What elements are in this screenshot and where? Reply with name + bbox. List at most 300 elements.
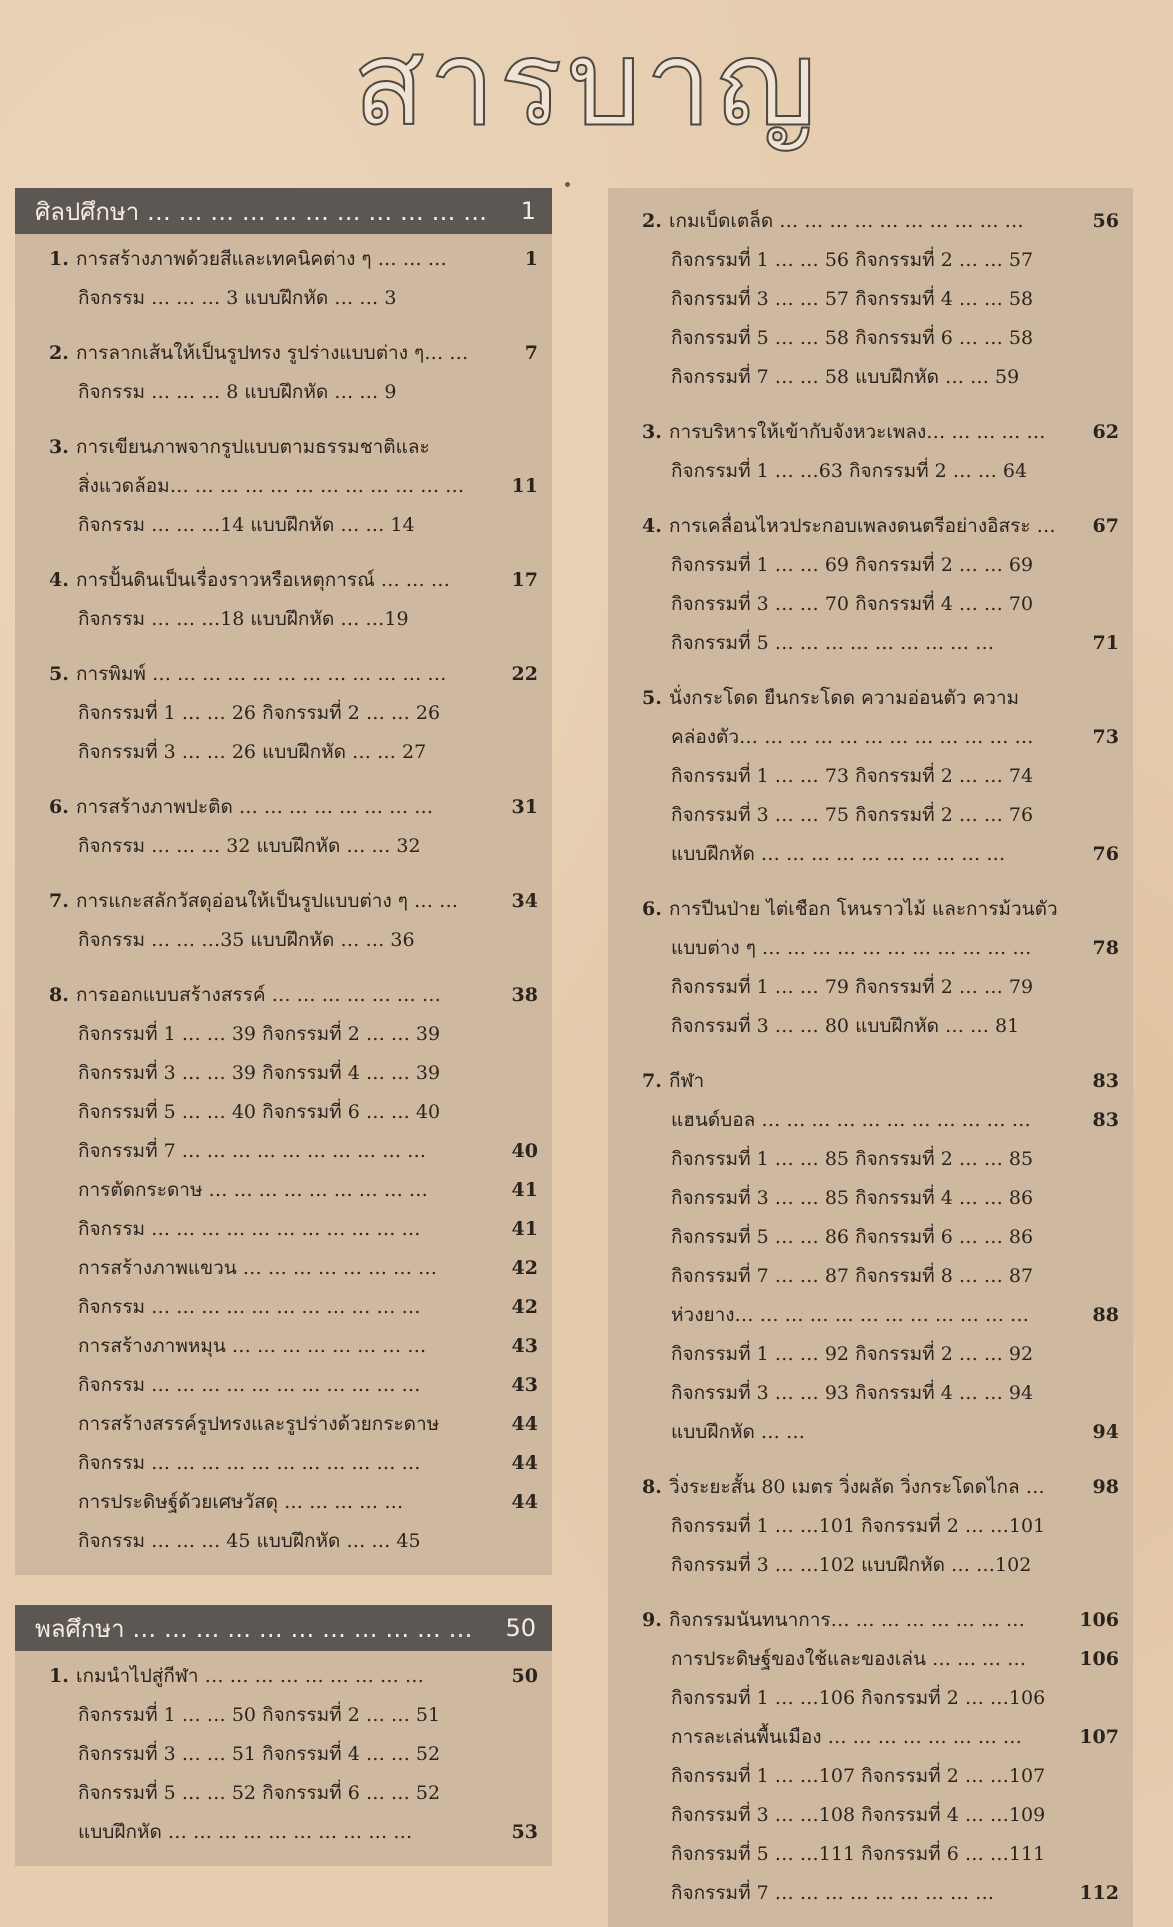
toc-entry-sub-row [15, 1288, 552, 1327]
toc-entry-page: 107 [1079, 1726, 1119, 1748]
left-column [15, 188, 552, 1866]
section-heading-page: 1 [520, 197, 536, 225]
toc-entry-text: กิจกรรม … … … … … … … … … … … [78, 1452, 421, 1474]
toc-entry-number [15, 1093, 76, 1132]
toc-entry-page: 7 [524, 342, 538, 364]
toc-entry-number: 2. [49, 342, 69, 364]
toc-entry-text: การสร้างภาพด้วยสีและเทคนิคต่าง ๆ … … … [76, 248, 447, 270]
toc-entry-number [15, 373, 76, 412]
toc-entry-sub-row [15, 694, 552, 733]
toc-entry-title-row [15, 655, 552, 694]
toc-entry [15, 1657, 552, 1852]
toc-entry [608, 890, 1133, 1046]
toc-entry-text: แบบฝึกหัด … … [671, 1421, 805, 1443]
toc-entry-page: 38 [511, 984, 538, 1006]
toc-entry-number: 6. [49, 796, 69, 818]
toc-entry-number [608, 319, 669, 358]
toc-entry-text: กิจกรรมที่ 3 … … 85 กิจกรรมที่ 4 … … 86 [671, 1187, 1034, 1209]
toc-entry-sub-row [608, 757, 1133, 796]
toc-entry-number: 1. [49, 248, 69, 270]
toc-entry-text: การปั้นดินเป็นเรื่องราวหรือเหตุการณ์ … … … [76, 569, 450, 591]
toc-entry-text: กิจกรรม … … … 8 แบบฝึกหัด … … 9 [78, 381, 397, 403]
toc-entry-page [1059, 1257, 1133, 1296]
toc-entry-number [608, 835, 669, 874]
toc-entry-text: กิจกรรม … … … … … … … … … … … [78, 1296, 421, 1318]
toc-entry-text: กิจกรรมที่ 1 … … 39 กิจกรรมที่ 2 … … 39 [78, 1023, 441, 1045]
toc-entry-number [608, 1218, 669, 1257]
toc-entry-page [478, 1696, 552, 1735]
toc-entry-page: 34 [511, 890, 538, 912]
toc-entry-number: 7. [642, 1070, 662, 1092]
toc-entry-number: 4. [49, 569, 69, 591]
toc-entry [15, 655, 552, 772]
toc-entry-text: นั่งกระโดด ยืนกระโดด ความอ่อนตัว ความ [669, 687, 1020, 709]
section-art [15, 188, 552, 1575]
toc-entry-number [15, 1522, 76, 1561]
toc-entry-text: กิจกรรมที่ 5 … … 52 กิจกรรมที่ 6 … … 52 [78, 1782, 441, 1804]
toc-entry-sub-row [15, 827, 552, 866]
toc-entry-sub-row [15, 373, 552, 412]
toc-entry-page: 83 [1092, 1109, 1119, 1131]
toc-entry-page: 76 [1092, 843, 1119, 865]
toc-entry [608, 679, 1133, 874]
toc-entry-text: การปีนป่าย ไต่เชือก โหนราวไม้ และการม้วนตัว [669, 898, 1058, 920]
toc-entry-page: 98 [1092, 1476, 1119, 1498]
toc-entry-title-row [15, 334, 552, 373]
toc-entry-text: กิจกรรม … … …18 แบบฝึกหัด … …19 [78, 608, 409, 630]
toc-entry-number: 3. [49, 436, 69, 458]
toc-entry-page: 94 [1092, 1421, 1119, 1443]
toc-entry-page [478, 1774, 552, 1813]
toc-entry-sub-row [608, 1874, 1133, 1913]
toc-entry-number [608, 358, 669, 397]
toc-entry-sub-row [608, 968, 1133, 1007]
toc-entry-text: กิจกรรมที่ 3 … … 80 แบบฝึกหัด … … 81 [671, 1015, 1020, 1037]
toc-entry-page [1059, 241, 1133, 280]
toc-entry-title-row [608, 1062, 1133, 1101]
toc-entry-page [1059, 1218, 1133, 1257]
toc-entry-page [478, 694, 552, 733]
toc-entry-page [1059, 679, 1133, 718]
toc-entry-text: การเคลื่อนไหวประกอบเพลงดนตรีอย่างอิสระ … [669, 515, 1056, 537]
toc-entry-number [608, 452, 669, 491]
toc-entry-number [15, 1249, 76, 1288]
toc-entry-sub-row [608, 1835, 1133, 1874]
toc-entry-page [478, 1522, 552, 1561]
toc-entry [608, 1062, 1133, 1452]
toc-entry-number [608, 241, 669, 280]
toc-entry-text: กิจกรรมนันทนาการ… … … … … … … … [669, 1609, 1025, 1631]
toc-entry-page [1059, 280, 1133, 319]
toc-entry-sub-row [608, 1413, 1133, 1452]
toc-entry-page: 53 [511, 1821, 538, 1843]
toc-entry-text: ห่วงยาง… … … … … … … … … … … … [671, 1304, 1029, 1326]
toc-entry-sub-row [15, 279, 552, 318]
toc-entry-text: การสร้างภาพแขวน … … … … … … … … [78, 1257, 438, 1279]
toc-entry-text: กิจกรรม … … …14 แบบฝึกหัด … … 14 [78, 514, 415, 536]
toc-entry-number: 2. [642, 210, 662, 232]
toc-entry-sub-row [608, 1140, 1133, 1179]
toc-entry-page [1059, 1507, 1133, 1546]
toc-entry-text: การพิมพ์ … … … … … … … … … … … … [76, 663, 447, 685]
toc-entry-text: กิจกรรม … … … 3 แบบฝึกหัด … … 3 [78, 287, 397, 309]
toc-entry-sub-row [15, 921, 552, 960]
toc-entry-text: กิจกรรมที่ 3 … … 93 กิจกรรมที่ 4 … … 94 [671, 1382, 1034, 1404]
toc-entry-page: 22 [511, 663, 538, 685]
toc-entry-number [608, 968, 669, 1007]
toc-entry-text: กิจกรรมที่ 3 … … 26 แบบฝึกหัด … … 27 [78, 741, 427, 763]
toc-entry-text: กิจกรรมที่ 1 … … 26 กิจกรรมที่ 2 … … 26 [78, 702, 441, 724]
toc-entry-sub-row [608, 546, 1133, 585]
section-pe-continued-entries [608, 188, 1133, 1927]
toc-entry-text: การสร้างภาพหมุน … … … … … … … … [78, 1335, 427, 1357]
toc-entry-page [478, 921, 552, 960]
toc-entry-page: 31 [511, 796, 538, 818]
toc-entry-number: 5. [642, 687, 662, 709]
toc-entry [15, 561, 552, 639]
toc-entry-text: กิจกรรมที่ 1 … …101 กิจกรรมที่ 2 … …101 [671, 1515, 1046, 1537]
toc-entry-page: 67 [1092, 515, 1119, 537]
toc-entry-sub-row [15, 1366, 552, 1405]
toc-entry-text: กีฬา [669, 1070, 705, 1092]
toc-entry-page: 62 [1092, 421, 1119, 443]
toc-entry-page [1059, 1007, 1133, 1046]
section-pe [15, 1605, 552, 1866]
toc-entry-page [478, 733, 552, 772]
toc-entry-sub-row [608, 718, 1133, 757]
toc-entry-page [478, 1735, 552, 1774]
toc-entry-sub-row [15, 1522, 552, 1561]
toc-entry-number [608, 624, 669, 663]
toc-entry [15, 882, 552, 960]
toc-entry-number [15, 1696, 76, 1735]
toc-entry-title-row [608, 202, 1133, 241]
toc-entry-text: การเขียนภาพจากรูปแบบตามธรรมชาติและ [76, 436, 430, 458]
toc-entry-sub-row [608, 624, 1133, 663]
toc-entry-page: 41 [511, 1179, 538, 1201]
toc-entry-page: 42 [511, 1296, 538, 1318]
toc-entry-number [608, 1374, 669, 1413]
toc-entry-number [608, 929, 669, 968]
toc-entry-page: 112 [1079, 1882, 1119, 1904]
toc-entry-sub-row [608, 319, 1133, 358]
toc-entry-text: แบบต่าง ๆ … … … … … … … … … … … [671, 937, 1032, 959]
toc-entry-title-row [608, 1468, 1133, 1507]
toc-entry-text: การตัดกระดาษ … … … … … … … … … [78, 1179, 428, 1201]
toc-entry-number [608, 1757, 669, 1796]
toc-entry-sub-row [608, 835, 1133, 874]
toc-entry-sub-row [15, 1405, 552, 1444]
page-title: สารบาญ [352, 14, 821, 152]
toc-entry-sub-row [608, 929, 1133, 968]
section-heading-text: ศิลปศึกษา … … … … … … … … … … … [35, 197, 488, 226]
toc-entry-text: กิจกรรมที่ 1 … …63 กิจกรรมที่ 2 … … 64 [671, 460, 1028, 482]
toc-entry-sub-row [15, 733, 552, 772]
toc-entry-number [15, 1444, 76, 1483]
toc-entry-title-row [15, 882, 552, 921]
section-heading-text: พลศึกษา … … … … … … … … … … … [35, 1614, 473, 1643]
toc-entry-number [15, 1813, 76, 1852]
toc-entry-number [15, 1288, 76, 1327]
toc-entry [15, 788, 552, 866]
toc-entry-number [15, 1327, 76, 1366]
toc-entry-sub-row [15, 1483, 552, 1522]
toc-entry-text: การแกะสลักวัสดุอ่อนให้เป็นรูปแบบต่าง ๆ … … [76, 890, 459, 912]
toc-entry-number [15, 600, 76, 639]
toc-entry-text: เกมเบ็ดเตล็ด … … … … … … … … … … [669, 210, 1024, 232]
toc-entry-number [15, 1132, 76, 1171]
toc-entry [608, 1601, 1133, 1913]
toc-entry-text: การประดิษฐ์ของใช้และของเล่น … … … … [671, 1648, 1027, 1670]
toc-entry-page [1059, 1374, 1133, 1413]
toc-entry-sub-row [608, 1796, 1133, 1835]
toc-entry-page: 1 [524, 248, 538, 270]
toc-entry-text: กิจกรรม … … … … … … … … … … … [78, 1374, 421, 1396]
toc-entry-number [15, 506, 76, 545]
toc-entry-text: กิจกรรมที่ 1 … … 85 กิจกรรมที่ 2 … … 85 [671, 1148, 1034, 1170]
toc-entry-page [1059, 1679, 1133, 1718]
toc-entry-number [608, 546, 669, 585]
toc-entry-page [478, 506, 552, 545]
toc-entry-title-row [608, 1601, 1133, 1640]
toc-entry-text: กิจกรรม … … … 45 แบบฝึกหัด … … 45 [78, 1530, 421, 1552]
toc-entry-sub-row [15, 1696, 552, 1735]
toc-entry [608, 413, 1133, 491]
toc-entry-number [15, 1171, 76, 1210]
toc-entry-page: 71 [1092, 632, 1119, 654]
toc-entry-number [608, 718, 669, 757]
toc-entry-page [1059, 1757, 1133, 1796]
toc-entry [608, 202, 1133, 397]
toc-entry-text: วิ่งระยะสั้น 80 เมตร วิ่งผลัด วิ่งกระโดดไกล … [669, 1476, 1045, 1498]
toc-entry-number: 6. [642, 898, 662, 920]
toc-entry-text: กิจกรรมที่ 3 … … 57 กิจกรรมที่ 4 … … 58 [671, 288, 1034, 310]
toc-entry-number: 3. [642, 421, 662, 443]
toc-entry-text: กิจกรรม … … … … … … … … … … … [78, 1218, 421, 1240]
toc-entry-page: 43 [511, 1374, 538, 1396]
toc-entry-number [15, 467, 76, 506]
toc-entry-title-row [608, 679, 1133, 718]
toc-entry-page [478, 1015, 552, 1054]
toc-entry-number [15, 1405, 76, 1444]
toc-entry-text: กิจกรรม … … … 32 แบบฝึกหัด … … 32 [78, 835, 421, 857]
section-heading-art [15, 188, 552, 234]
toc-entry-number [608, 1546, 669, 1585]
toc-entry-text: การออกแบบสร้างสรรค์ … … … … … … … [76, 984, 441, 1006]
toc-entry-number: 8. [49, 984, 69, 1006]
toc-entry-text: กิจกรรมที่ 7 … … 87 กิจกรรมที่ 8 … … 87 [671, 1265, 1034, 1287]
toc-entry-number [15, 921, 76, 960]
toc-entry-text: กิจกรรมที่ 3 … …108 กิจกรรมที่ 4 … …109 [671, 1804, 1046, 1826]
toc-entry-page [1059, 1179, 1133, 1218]
toc-entry-text: คล่องตัว… … … … … … … … … … … … [671, 726, 1034, 748]
toc-entry-sub-row [15, 1444, 552, 1483]
toc-entry-page: 106 [1079, 1609, 1119, 1631]
toc-entry-sub-row [608, 1640, 1133, 1679]
toc-entry-number [608, 1296, 669, 1335]
toc-entry-sub-row [15, 1327, 552, 1366]
toc-entry-number [15, 1015, 76, 1054]
toc-entry-sub-row [608, 1374, 1133, 1413]
toc-entry-text: กิจกรรมที่ 1 … … 73 กิจกรรมที่ 2 … … 74 [671, 765, 1034, 787]
toc-entry-title-row [15, 788, 552, 827]
toc-entry-text: กิจกรรมที่ 1 … … 69 กิจกรรมที่ 2 … … 69 [671, 554, 1034, 576]
toc-entry-text: กิจกรรมที่ 1 … …106 กิจกรรมที่ 2 … …106 [671, 1687, 1046, 1709]
toc-entry-number [608, 1874, 669, 1913]
toc-entry-sub-row [15, 1735, 552, 1774]
toc-entry-number: 1. [49, 1665, 69, 1687]
toc-entry-number [608, 1835, 669, 1874]
toc-entry-number: 9. [642, 1609, 662, 1631]
toc-entry-sub-row [15, 467, 552, 506]
toc-entry-sub-row [608, 1718, 1133, 1757]
toc-entry-page: 78 [1092, 937, 1119, 959]
toc-entry-number [15, 1735, 76, 1774]
toc-entry-page: 43 [511, 1335, 538, 1357]
toc-entry-page [478, 1093, 552, 1132]
toc-entry-number [608, 1796, 669, 1835]
section-pe-entries [15, 1651, 552, 1866]
toc-entry-text: การประดิษฐ์ด้วยเศษวัสดุ … … … … … [78, 1491, 404, 1513]
toc-entry-sub-row [608, 796, 1133, 835]
toc-entry-page: 40 [511, 1140, 538, 1162]
toc-entry-sub-row [15, 1015, 552, 1054]
toc-entry-number [15, 1483, 76, 1522]
toc-entry-text: กิจกรรมที่ 3 … … 51 กิจกรรมที่ 4 … … 52 [78, 1743, 441, 1765]
toc-entry-sub-row [608, 1679, 1133, 1718]
toc-entry-sub-row [608, 358, 1133, 397]
toc-entry-page [1059, 890, 1133, 929]
toc-entry-sub-row [608, 1546, 1133, 1585]
toc-entry-sub-row [15, 600, 552, 639]
toc-entry-sub-row [608, 1757, 1133, 1796]
toc-entry-page [1059, 1335, 1133, 1374]
toc-entry-page: 44 [511, 1452, 538, 1474]
toc-entry-page: 42 [511, 1257, 538, 1279]
toc-entry [15, 334, 552, 412]
toc-entry-sub-row [15, 1249, 552, 1288]
toc-entry-sub-row [15, 1054, 552, 1093]
toc-entry-page [1059, 1546, 1133, 1585]
toc-entry-text: กิจกรรมที่ 5 … … 58 กิจกรรมที่ 6 … … 58 [671, 327, 1034, 349]
toc-entry-text: กิจกรรมที่ 7 … … … … … … … … … … [78, 1140, 427, 1162]
toc-entry-sub-row [15, 1093, 552, 1132]
toc-entry-text: กิจกรรมที่ 7 … … … … … … … … … [671, 1882, 995, 1904]
toc-entry-number [608, 1718, 669, 1757]
toc-entry-sub-row [15, 1171, 552, 1210]
toc-entry-number [608, 1007, 669, 1046]
toc-entry-text: การสร้างสรรค์รูปทรงและรูปร่างด้วยกระดาษ [78, 1413, 440, 1435]
toc-entry-page: 73 [1092, 726, 1119, 748]
toc-entry-page: 83 [1092, 1070, 1119, 1092]
toc-entry-sub-row [608, 1335, 1133, 1374]
toc-entry-text: กิจกรรมที่ 5 … … 86 กิจกรรมที่ 6 … … 86 [671, 1226, 1034, 1248]
toc-entry-page: 44 [511, 1413, 538, 1435]
toc-entry-text: กิจกรรมที่ 1 … … 79 กิจกรรมที่ 2 … … 79 [671, 976, 1034, 998]
toc-entry-text: กิจกรรมที่ 1 … … 92 กิจกรรมที่ 2 … … 92 [671, 1343, 1034, 1365]
toc-entry-title-row [15, 561, 552, 600]
toc-entry-sub-row [608, 1007, 1133, 1046]
section-heading-page: 50 [505, 1614, 536, 1642]
toc-entry-page [1059, 452, 1133, 491]
toc-entry-page: 41 [511, 1218, 538, 1240]
toc-entry-text: การลากเส้นให้เป็นรูปทรง รูปร่างแบบต่าง ๆ… … [76, 342, 469, 364]
toc-entry-number [15, 827, 76, 866]
toc-entry [15, 976, 552, 1561]
toc-entry-sub-row [15, 1813, 552, 1852]
toc-entry-text: กิจกรรมที่ 3 … … 75 กิจกรรมที่ 2 … … 76 [671, 804, 1034, 826]
toc-entry-text: กิจกรรมที่ 1 … …107 กิจกรรมที่ 2 … …107 [671, 1765, 1046, 1787]
toc-entry-page [1059, 1835, 1133, 1874]
toc-entry-title-row [15, 428, 552, 467]
toc-entry-sub-row [608, 1257, 1133, 1296]
toc-entry-text: แฮนด์บอล … … … … … … … … … … … [671, 1109, 1031, 1131]
toc-entry-sub-row [15, 506, 552, 545]
toc-entry-page: 11 [511, 475, 538, 497]
toc-entry-text: แบบฝึกหัด … … … … … … … … … … [671, 843, 1006, 865]
toc-entry-sub-row [15, 1132, 552, 1171]
toc-entry-page [1059, 796, 1133, 835]
toc-entry-sub-row [608, 452, 1133, 491]
toc-entry-page [478, 1054, 552, 1093]
toc-entry-sub-row [15, 1774, 552, 1813]
toc-entry-title-row [15, 976, 552, 1015]
toc-entry-page [478, 428, 552, 467]
toc-entry-number [608, 796, 669, 835]
toc-entry-number [608, 1179, 669, 1218]
toc-entry-text: สิ่งแวดล้อม… … … … … … … … … … … … [78, 475, 465, 497]
toc-entry-page [478, 373, 552, 412]
toc-entry-page: 44 [511, 1491, 538, 1513]
toc-entry-page: 88 [1092, 1304, 1119, 1326]
toc-entry-number [608, 280, 669, 319]
section-heading-pe [15, 1605, 552, 1651]
toc-entry-page [1059, 1796, 1133, 1835]
toc-entry-sub-row [608, 280, 1133, 319]
toc-entry-number [15, 1366, 76, 1405]
toc-entry-number [608, 757, 669, 796]
toc-entry-title-row [608, 507, 1133, 546]
toc-entry-title-row [608, 890, 1133, 929]
toc-entry-text: กิจกรรมที่ 5 … … … … … … … … … [671, 632, 995, 654]
toc-entry-page [1059, 319, 1133, 358]
toc-entry-number [608, 1640, 669, 1679]
toc-entry-page [1059, 546, 1133, 585]
toc-entry-text: การสร้างภาพปะติด … … … … … … … … [76, 796, 434, 818]
toc-entry-number [608, 1413, 669, 1452]
toc-entry-text: กิจกรรม … … …35 แบบฝึกหัด … … 36 [78, 929, 415, 951]
toc-entry-number [608, 1140, 669, 1179]
toc-entry-number [15, 733, 76, 772]
toc-entry-text: เกมนำไปสู่กีฬา … … … … … … … … … [76, 1665, 424, 1687]
toc-entry-text: กิจกรรมที่ 3 … … 39 กิจกรรมที่ 4 … … 39 [78, 1062, 441, 1084]
toc-entry-title-row [15, 240, 552, 279]
toc-entry-page [478, 279, 552, 318]
toc-entry-number: 7. [49, 890, 69, 912]
toc-entry-page [478, 600, 552, 639]
toc-entry-page: 106 [1079, 1648, 1119, 1670]
toc-entry-number [15, 1774, 76, 1813]
toc-entry-page: 56 [1092, 210, 1119, 232]
toc-entry-number [608, 585, 669, 624]
toc-entry-number [608, 1335, 669, 1374]
toc-entry-text: การละเล่นพื้นเมือง … … … … … … … … [671, 1726, 1022, 1748]
toc-entry [15, 428, 552, 545]
toc-entry-number [15, 1210, 76, 1249]
toc-entry-number [608, 1679, 669, 1718]
toc-entry-title-row [15, 1657, 552, 1696]
toc-entry-text: แบบฝึกหัด … … … … … … … … … … [78, 1821, 413, 1843]
